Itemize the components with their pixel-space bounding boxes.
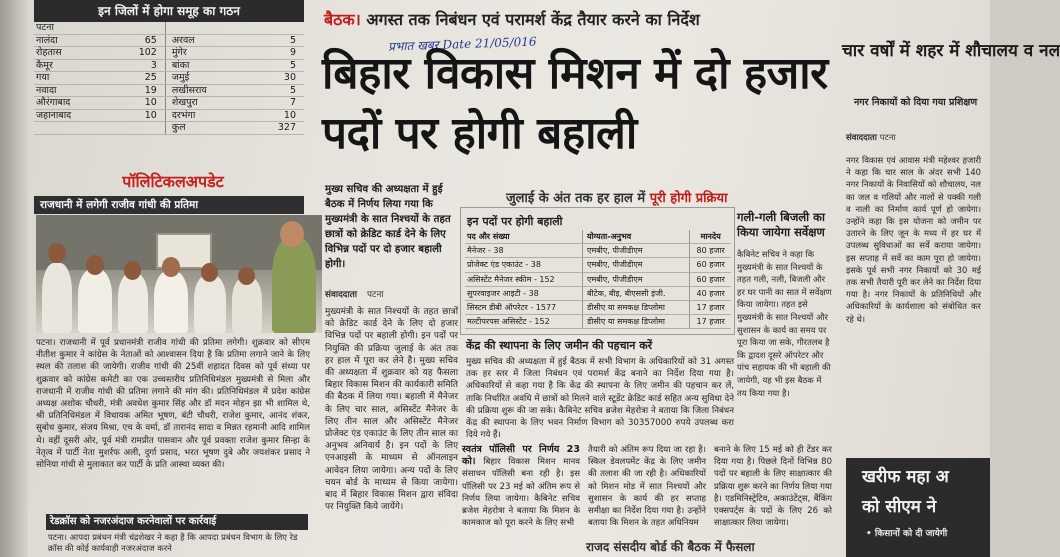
rajiv-article-body: पटना। राजधानी में पूर्व प्रधानमंत्री राजीव गांधी की प्रतिमा लगेगी। शुक्रवार को सीएम नीतीश कुमार ने कांग्रेस के नेताओं को आश्वासन दिया है कि प्रतिमा लगाने जाने के लिए स्थल की तलाश की जायेगी। राजीव गांधी की 25वीं शहादत दिवस को पूर्व संध्या पर शुक्रवार को कांग्रेस कमेटी का एक उच्चस्तरीय प्रतिनिधिमंडल मुख्यमंत्री से मिला और राजधानी में राजीव गांधी की प्रतिमा लगाने की मांग की। प्रतिनिधिमंडल में प्रदेश कांग्रेस अध्यक्ष अशोक चौधरी, मंत्री अवधेश कुमार सिंह और डॉ मदन मोहन झा भी शामिल थे, श्री प्रतिनिधिमंडल में विधायक अमित भूषण, बंटी चौधरी, राजेश कुमार, आनंद शंकर, सुबोध कुमार, संजय मिश्रा, एच के वर्मा, डॉ तारानंद सादा व मिन्नत रहमानी आदि शामिल थे। वहीं दूसरी ओर, पूर्व मंत्री रामप्रीत पासवान और पूर्व प्रवक्ता राजेश कुमार सिन्हा के नेतृत्व में पार्टी नेता मुशर्रफ अली, दुर्गा प्रसाद, भरत भूषण दुबे और जयशंकर प्रसाद ने सोनिया गांधी से मुलाकात कर पार्टी के प्रति आस्था व्यक्त की। <box>36 338 310 471</box>
toilet-bullet: नगर निकायों को दिया गया प्रशिक्षण <box>854 97 978 108</box>
posts-row <box>465 272 731 286</box>
district-count: 9 <box>249 47 304 60</box>
kharif-headline <box>862 462 949 522</box>
left-column <box>28 0 310 557</box>
district-row <box>34 84 304 97</box>
district-row <box>34 34 304 47</box>
photo-person <box>272 237 316 333</box>
toilet-dateline <box>846 132 896 143</box>
post-name: सिस्टम डीबी ऑपरेटर - 1577 <box>465 301 583 315</box>
posts-row <box>465 286 731 300</box>
redcross-body: पटना। आपदा प्रबंधन मंत्री चंद्रशेखर ने कहा है कि आपदा प्रबंधन विभाग के लिए रेड क्रॉस की कोई कार्यवाही नजरअंदाज करने <box>48 532 298 553</box>
photo-person-head <box>86 255 104 275</box>
political-update-title: पॉलिटिकलअपडेट <box>122 172 224 191</box>
kharif-headline-line2: को सीएम ने <box>862 497 937 517</box>
post-name: मैनेजर - 38 <box>465 244 583 258</box>
district-count: 3 <box>110 59 165 72</box>
district-name: गया <box>34 72 110 85</box>
district-count <box>110 22 165 34</box>
district-name: रोहतास <box>34 47 110 60</box>
rjd-board-headline: राजद संसदीय बोर्ड की बैठक में फैसला <box>586 540 755 554</box>
post-name: प्रोजेक्ट एंड एकाउंट - 38 <box>465 258 583 272</box>
news-photo <box>36 215 322 333</box>
district-name: शेखपुरा <box>165 97 249 110</box>
district-count: 102 <box>110 47 165 60</box>
lower-column-2: तैयारी को अंतिम रूप दिया जा रहा है। स्किल डेवलपमेंट केंद्र के लिए जमीन की तलाश की जा रही है। अधिकारियों को मिशन मोड में सात निश्चयों और सुशासन के कार्य की हर सप्ताह समीक्षा का निर्देश दिया गया है। उन्होंने बताया कि मिशन के तहत अधिनियम <box>588 445 706 529</box>
post-qualification: डीसीए या समकक्ष डिप्लोमा <box>583 301 690 315</box>
photo-person <box>194 275 226 333</box>
electricity-survey-body: कैबिनेट सचिव ने कहा कि मुख्यमंत्री के सात निश्चयों के तहत गली, नली, बिजली और हर घर पानी का सात में सर्वेक्षण किया जायेगा। तहत इसे मुख्यमंत्री के सात निश्चयों और सुशासन के कार्य का समय पर पूरा किया जा सके, गौरतलब है कि द्वादश दूसरे ऑपरेटर और पांच सहायक की भी बहाली की जायेगी, यह भी इस बैठक में तय किया गया है। <box>737 249 832 398</box>
district-count: 19 <box>110 84 165 97</box>
kicker-label: बैठक। <box>324 10 361 29</box>
center-subheading: केंद्र की स्थापना के लिए जमीन की पहचान करें <box>466 339 653 352</box>
kharif-headline-box <box>846 458 990 557</box>
district-name: लखीसराय <box>165 84 249 97</box>
district-name <box>165 22 249 34</box>
redcross-headline: रेडक्रॉस को नजरअंदाज करनेवालों पर कार्रवाई <box>46 514 308 530</box>
district-row <box>34 122 304 135</box>
district-name: मुंगेर <box>165 47 249 60</box>
post-pay: 17 हजार <box>690 301 731 315</box>
district-count: 5 <box>249 84 304 97</box>
box-kicker-red: पूरी होगी प्रक्रिया <box>649 191 728 206</box>
district-name: जहानाबाद <box>34 109 110 122</box>
posts-row <box>465 315 731 329</box>
handwritten-date-note: प्रभात खबर Date 21/05/016 <box>387 34 537 54</box>
main-dateline <box>325 288 384 300</box>
post-pay: 60 हजार <box>690 272 731 286</box>
district-count: 5 <box>249 59 304 72</box>
district-count: 5 <box>249 34 304 47</box>
main-body: मुख्यमंत्री के सात निश्चयों के तहत छात्रों को क्रेडिट कार्ड देने के लिए दो हजार विभिन्न पदों पर बहाली होगी। इन पदों पर नियुक्ति की प्रक्रिया जुलाई के अंत तक हर हाल में पूरा कर लेने है। मुख्य सचिव की अध्यक्षता में शुक्रवार को यह फैसला बिहार विकास मिशन की कार्यकारी समिति की बैठक में लिया गया। बहाली में मैनेजर के लिए चार साल, असिस्टेंट मैनेजर के लिए तीन साल और असिस्टेंट मैनेजर प्रोजेक्ट एंड एकाउंट के लिए तीन साल का अनुभव अनिवार्य है। इन पदों के लिए एनआइसी के माध्यम से ऑनलाइन आवेदन लिया जायेगा। अन्य पदों के लिए चयन बोर्ड के माध्यम से किया जायेगा। बाद में बिहार विकास मिशन द्वारा संविदा पर नियुक्ति किये जायेंगे। <box>325 307 458 513</box>
lower-column-1 <box>462 444 580 529</box>
district-row <box>34 72 304 85</box>
district-count <box>249 22 304 34</box>
district-count: 30 <box>249 72 304 85</box>
post-qualification: एमबीए, पीजीडीएम <box>583 244 690 258</box>
district-name: नवादा <box>34 84 110 97</box>
photo-person-head <box>162 257 180 277</box>
district-name <box>34 122 110 135</box>
post-qualification: एमबीए, पीजीडीएम <box>583 272 690 286</box>
photo-person-head <box>280 221 304 247</box>
district-name: कुल <box>165 122 249 135</box>
policy-body: बिहार विकास मिशन मानव संसाधन पॉलिसी बना रही है। इस पॉलिसी पर 23 मई को अंतिम रूप से निर्णय लिया जायेगा। कैबिनेट सचिव ब्रजेश मेहरोत्रा ने बताया कि मिशन के कामकाज को पूरा करने के लिए सभी <box>462 457 580 529</box>
post-qualification: डीसीए या समकक्ष डिप्लोमा <box>583 315 690 329</box>
district-table-title: इन जिलों में होगा समूह का गठन <box>34 0 304 22</box>
page-fold-shadow <box>0 0 28 557</box>
photo-person <box>42 263 72 333</box>
electricity-survey-title: गली-गली बिजली का किया जायेगा सर्वेक्षण <box>737 210 825 239</box>
electricity-survey-box <box>737 210 833 399</box>
post-pay: 40 हजार <box>690 286 731 300</box>
photo-person <box>118 273 148 333</box>
main-kicker <box>324 8 844 30</box>
toilet-dateline-city: पटना <box>879 133 896 143</box>
district-name: पटना <box>34 22 110 34</box>
posts-header-row <box>465 230 731 244</box>
posts-title: इन पदों पर होगी बहाली <box>467 215 563 228</box>
posts-row <box>465 258 731 272</box>
photo-person-head <box>201 263 218 282</box>
district-count: 10 <box>110 109 165 122</box>
photo-person-head <box>124 261 141 280</box>
district-count: 65 <box>110 34 165 47</box>
district-count: 10 <box>110 97 165 110</box>
policy-subheading: स्वतंत्र पॉलिसी पर निर्णय 23 को। <box>462 444 580 468</box>
district-count: 7 <box>249 97 304 110</box>
right-column <box>842 0 1060 557</box>
post-name: असिस्टेंट मैनेजर स्कीम - 152 <box>465 272 583 286</box>
toilet-headline: चार वर्षों में शहर में शौचालय व नल <box>842 41 1060 61</box>
post-pay: 60 हजार <box>690 258 731 272</box>
center-body: मुख्य सचिव की अध्यक्षता में हुई बैठक में सभी विभाग के अधिकारियों को 31 अगस्त तक हर स्तर में जिला निबंधन एवं परामर्श केंद्र बनाने का निर्देश दिया गया है। अधिकारियों से कहा गया है कि केंद्र की स्थापना के लिए जमीन की पहचान कर लें, ताकि निर्धारित अवधि में छात्रों को मिलने वाले स्टूडेंट क्रेडिट कार्ड सहित अन्य सुविधा देने की प्रक्रिया शुरू की जा सके। कैबिनेट सचिव ब्रजेश मेहरोत्रा ने बताया कि जिला निबंधन केंद्र की स्थापना के लिए भवन निर्माण विभाग को 30357000 रुपये उपलब्ध करा दिये गये हैं। <box>466 357 734 441</box>
district-count: 327 <box>249 122 304 135</box>
kicker-text: अगस्त तक निबंधन एवं परामर्श केंद्र तैयार करने का निर्देश <box>360 10 700 29</box>
toilet-body: नगर विकास एवं आवास मंत्री महेश्वर हजारी ने कहा कि चार साल के अंदर सभी 140 नगर निकायों के निवासियों को शौचालय, नल का जल व गलियों और नालों से पक्की गली व नाली का निर्माण कार्य पूर्ण हो जायेगा। उन्होंने कहा कि इस योजना को जमीन पर उतारने के लिए जून के मध्य में हर घर में उपलब्ध सुविधाओं का सर्वे कराया जायेगा। इस सप्ताह में सर्वे का काम पूरा हो जायेगा। इसके पूर्व सभी नगर निकायों को 30 मई तक सभी तैयारी पूरी कर लेने का निर्देश दिया गया है। नगर निकायों के प्रतिनिधियों और अधिकारियों के कार्यशाला को संबोधित कर रहे थे। <box>846 155 981 324</box>
toilet-dateline-reporter: संवाददाता <box>846 133 877 143</box>
photo-person <box>154 271 188 333</box>
district-row <box>34 59 304 72</box>
district-name: जमुई <box>165 72 249 85</box>
photo-person-head <box>238 267 255 285</box>
district-name: औरंगाबाद <box>34 97 110 110</box>
district-name: दरभंगा <box>165 109 249 122</box>
district-row <box>34 22 304 34</box>
lower-columns <box>462 444 836 544</box>
photo-person <box>232 277 262 333</box>
box-kicker <box>506 188 836 206</box>
dateline-reporter: संवाददाता <box>325 290 358 300</box>
rajiv-statue-headline: राजधानी में लगेगी राजीव गांधी की प्रतिमा <box>34 196 304 214</box>
box-kicker-dark: जुलाई के अंत तक हर हाल में <box>506 191 646 206</box>
posts-header-post: पद और संख्या <box>465 230 583 244</box>
photo-person <box>78 269 112 333</box>
district-count: 25 <box>110 72 165 85</box>
post-pay: 17 हजार <box>690 315 731 329</box>
lower-column-3: बनाने के लिए 15 मई को ही टेंडर कर दिया गया है। पिछले दिनों विभिन्न 80 पदों पर बहाली के लिए साक्षात्कार की प्रक्रिया शुरू करने का निर्णय लिया गया है। एडमिनिस्ट्रेटिव, अकाउंटेंट्स, बैंकिंग एक्सपर्ट्स के पदों के लिए 26 को साक्षात्कार लिया जायेगा। <box>714 445 832 529</box>
district-row <box>34 109 304 122</box>
district-name: कैमूर <box>34 59 110 72</box>
posts-header-pay: मानदेय <box>690 230 731 244</box>
post-name: सुपरवाइजर आइटी - 38 <box>465 286 583 300</box>
post-qualification: बीटेक, बीइ, बीएससी इंजी. <box>583 286 690 300</box>
post-pay: 80 हजार <box>690 244 731 258</box>
posts-row <box>465 244 731 258</box>
post-qualification: एमबीए, पीजीडीएम <box>583 258 690 272</box>
post-name: मल्टीपरपस असिस्टेंट - 152 <box>465 315 583 329</box>
district-count: 10 <box>249 109 304 122</box>
main-headline: बिहार विकास मिशन में दो हजार पदों पर होगी बहाली <box>322 48 828 159</box>
kharif-headline-line1: खरीफ महा अ <box>862 467 949 487</box>
district-count <box>110 122 165 135</box>
district-table <box>34 22 304 135</box>
photo-person-head <box>48 243 66 263</box>
district-row <box>34 97 304 110</box>
dateline-city: पटना <box>367 290 384 300</box>
district-name: बांका <box>165 59 249 72</box>
posts-row <box>465 301 731 315</box>
main-intro: मुख्य सचिव की अध्यक्षता में हुई बैठक में निर्णय लिया गया कि मुख्यमंत्री के सात निश्चयों के तहत छात्रों को क्रेडिट कार्ड देने के लिए विभिन्न पदों पर दो हजार बहाली होगी। <box>325 184 451 270</box>
posts-header-qual: योग्यता-अनुभव <box>583 230 690 244</box>
district-name: अरवल <box>165 34 249 47</box>
posts-table <box>465 230 731 329</box>
kharif-bullet: • किसानों को दी जायेगी <box>866 529 948 539</box>
district-row <box>34 47 304 60</box>
district-name: नालंदा <box>34 34 110 47</box>
posts-box <box>460 207 735 335</box>
